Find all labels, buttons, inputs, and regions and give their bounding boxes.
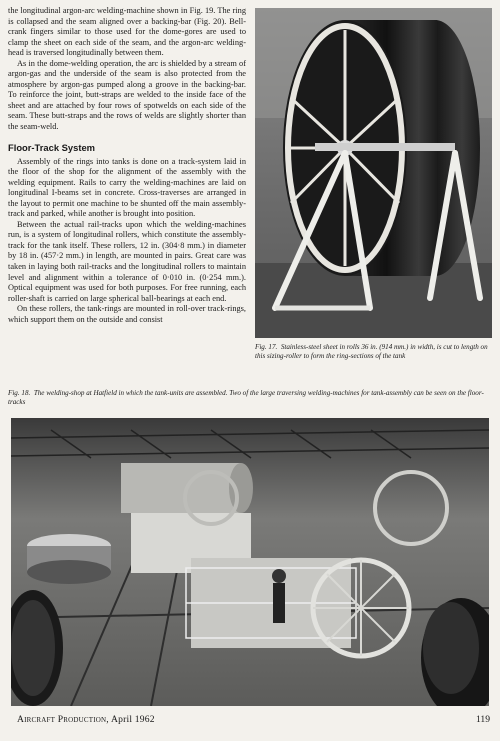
footer-journal-initial-a: A [17,714,25,725]
paragraph-3: Assembly of the rings into tanks is done on a track-system laid in the floor of the shop for the alignment of the assembly with the welding equipment. Rails to carry the welding-machines are laid on longitudinal I-beams set in concrete. Cross-traverses are arranged in the layout to permit one machine to be shunted off the main assembly-track and parked, while another is brought into position. [8,156,246,219]
fig18-text: The welding-shop at Hatfield in which the tank-units are assembled. Two of the large traversing welding-machines for tank-assembly can be seen on the floor-tracks [8,389,484,406]
page-number: 119 [475,714,490,725]
footer-date: , April 1962 [106,714,155,725]
fig18-label: Fig. 18. [8,389,31,397]
article-text-column [8,6,246,325]
paragraph-5: On these rollers, the tank-rings are mounted in roll-over track-rings, which support them on the outside and consist [8,304,246,324]
fig17-text: Stainless-steel sheet in rolls 36 in. (914 mm.) in width, is cut to length on this sizing-roller to form the ring-sections of the tank [255,343,488,360]
fig17-photo [255,8,492,338]
footer-journal-rest-a: ircraft [24,714,56,725]
fig18-caption [8,389,492,406]
sizing-roller-illustration [255,8,492,338]
section-heading: Floor-Track System [8,141,96,153]
paragraph-1: the longitudinal argon-arc welding-machine shown in Fig. 19. The ring is collapsed and the seam aligned over a backing-bar (Fig. 20). Bell-crank fingers similar to those used for the dome-gores are used to clamp the sheet on each side of the seam, and the argon-arc welding-head is traversed longitudinally between them. [8,6,246,58]
footer-journal-initial-p: P [55,714,64,725]
paragraph-4: Between the actual rail-tracks upon which the welding-machines run, is a system of longitudinal rollers, which constitute the assembly-track for the tank itself. These rollers, 12 in. (304·8 mm.) in diameter by 18 in. (457·2 mm.) in length, are mounted in pairs. Great care was taken in laying both rail-tracks and the longitudinal rollers to maintain level and alignment within a tolerance of 0·010 in. (0·254 mm.). Optical equipment was used for both purposes. For free running, each roller-shaft is carried on large spherical ball-bearings at each end. [8,219,246,303]
welding-shop-illustration [11,418,489,706]
fig17-caption [255,343,492,361]
fig17-label: Fig. 17. [255,343,278,351]
fig18-photo [11,418,489,706]
paragraph-2: As in the dome-welding operation, the arc is shielded by a stream of argon-gas and the underside of the seam is also protected from the atmosphere by argon-gas pumped along a groove in the backing-bar. To reinforce the joint, butt-straps are welded to the inside face of the sheet and are attached by four rows of spotwelds on each side of the seam. These butt-straps and the rows of welds are slightly shorter than the seam-weld. [8,58,246,132]
footer-journal [17,714,155,725]
footer-journal-rest-p: roduction [63,714,107,725]
